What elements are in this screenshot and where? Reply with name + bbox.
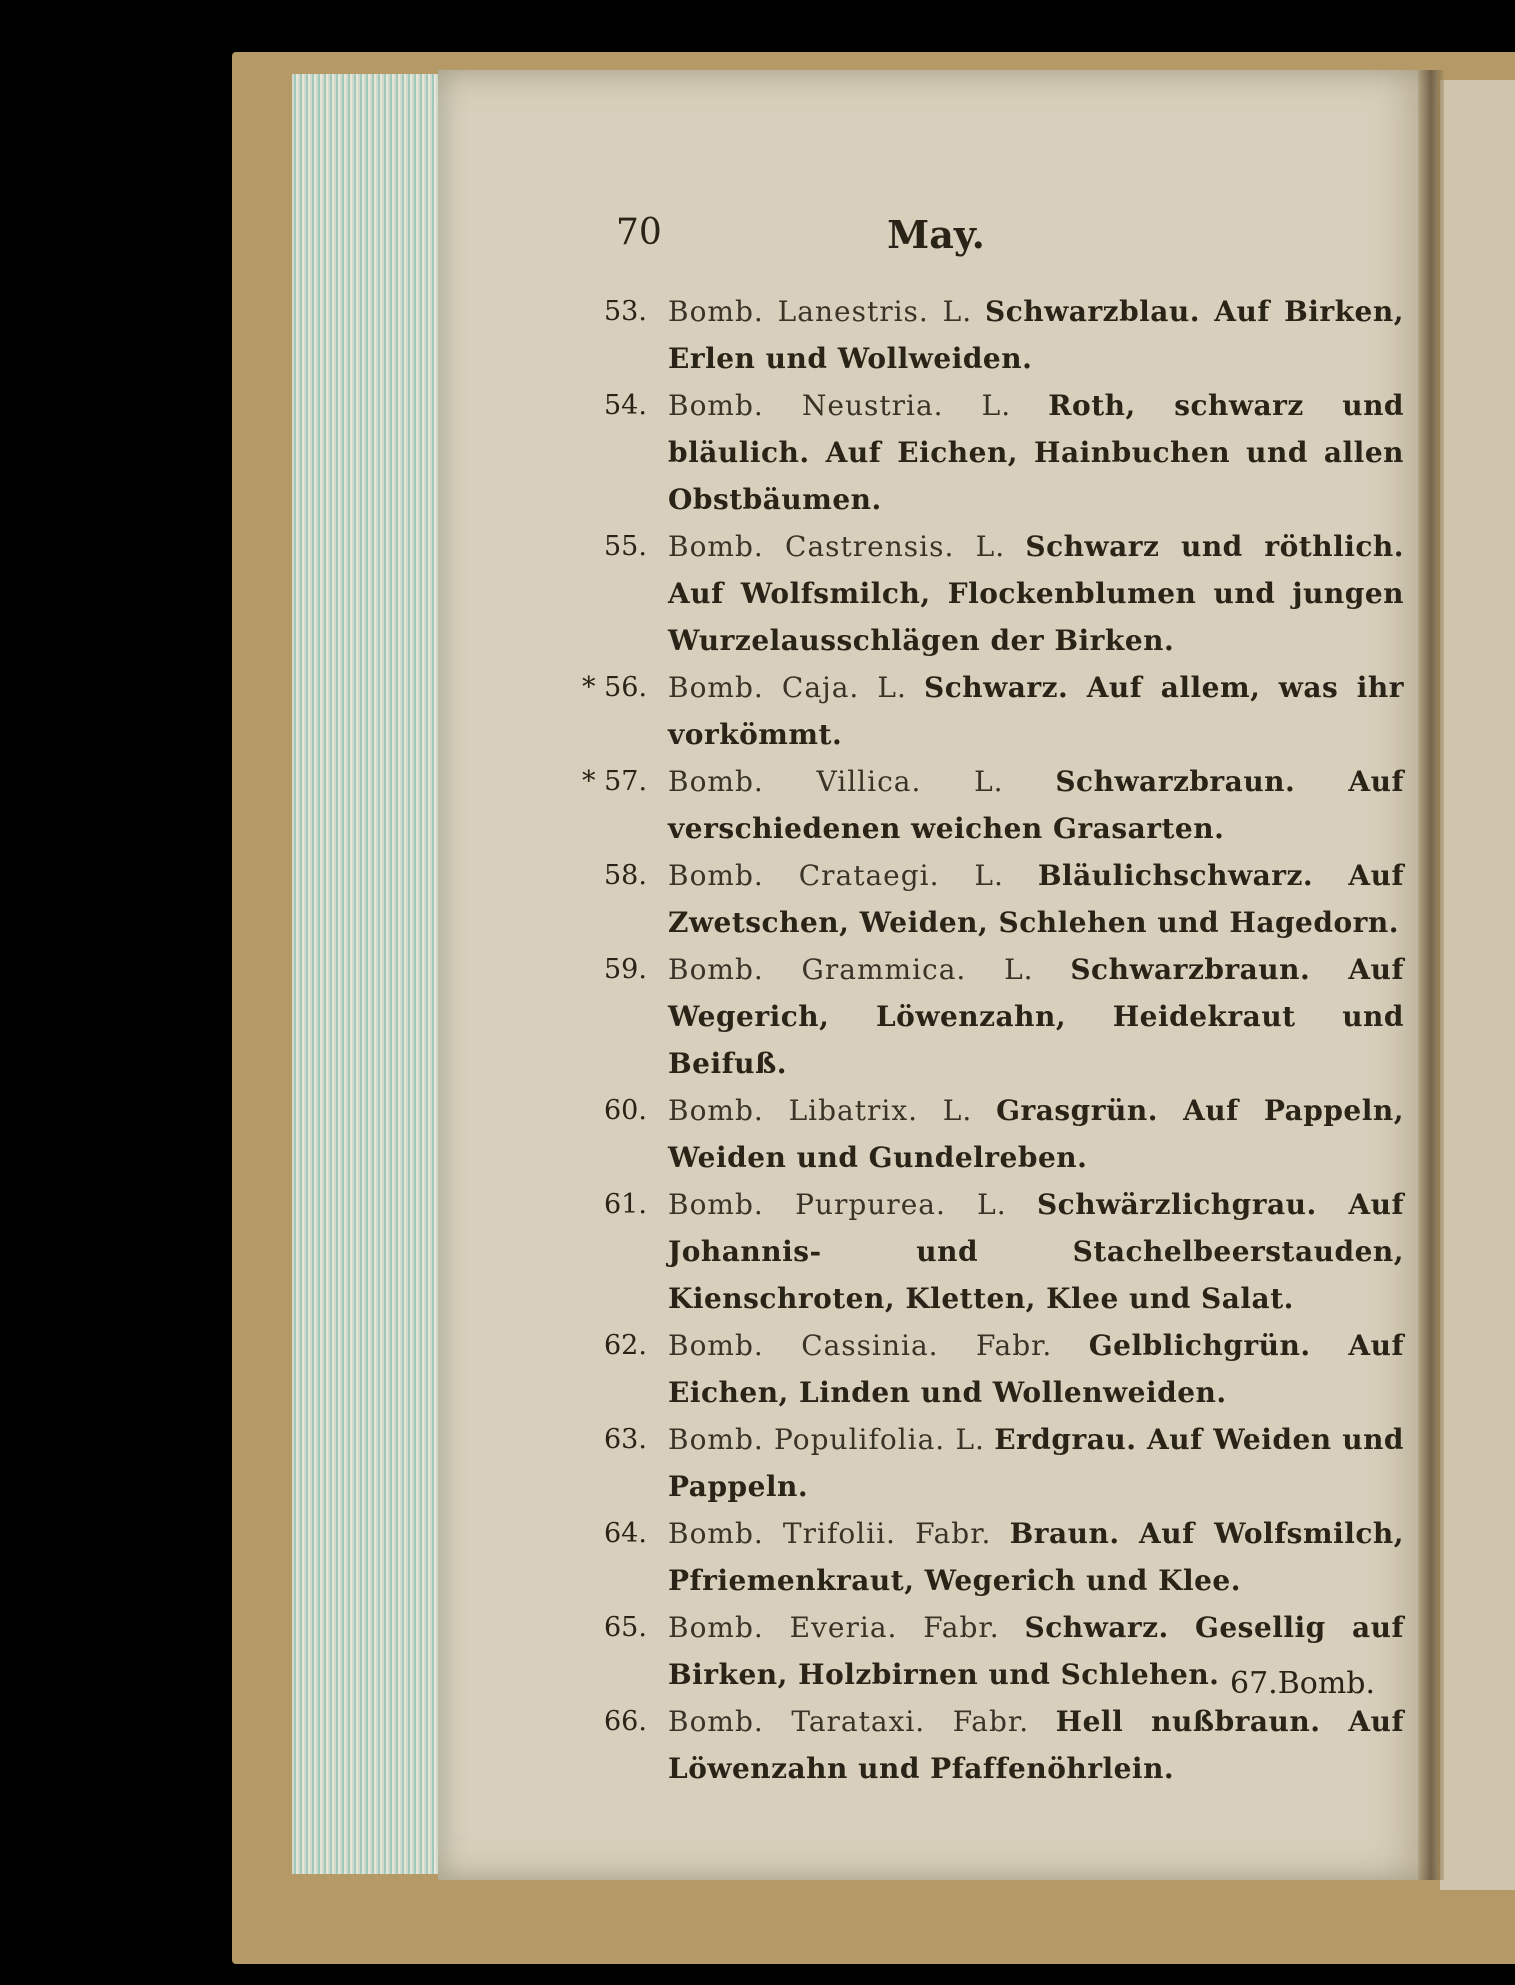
entry-description: Roth, schwarz und bläulich. Auf Eichen, Hainbuchen und allen Obstbäumen. <box>668 389 1405 516</box>
entry-number: 65. <box>604 1612 647 1643</box>
entry-description: Schwarz. Auf allem, was ihr vorkömmt. <box>668 671 1404 751</box>
entry-description: Schwarz. Gesellig auf Birken, Holzbirnen und Schlehen. <box>668 1611 1404 1691</box>
entry-number: * 57. <box>582 766 648 797</box>
list-item <box>604 1510 1404 1604</box>
catchword: 67.Bomb. <box>1230 1666 1376 1701</box>
entry-number: 61. <box>604 1189 647 1220</box>
list-item <box>604 1322 1404 1416</box>
entry-number: 62. <box>604 1330 647 1361</box>
entry-number: 63. <box>604 1424 647 1455</box>
entry-number: * 56. <box>582 672 648 703</box>
species-name: Bomb. Purpurea. L. <box>668 1188 1007 1221</box>
entry-description: Schwarz und röthlich. Auf Wolfsmilch, Flockenblumen und jungen Wurzelausschlägen der Birken. <box>668 530 1404 657</box>
list-item <box>604 1181 1404 1322</box>
entry-number: 54. <box>604 390 647 421</box>
species-name: Bomb. Populifolia. L. <box>668 1423 985 1456</box>
list-item <box>604 523 1404 664</box>
entry-number: 53. <box>604 296 647 327</box>
species-name: Bomb. Tarataxi. Fabr. <box>668 1705 1030 1738</box>
entry-description: Erdgrau. Auf Weiden und Pappeln. <box>668 1423 1405 1503</box>
species-name: Bomb. Everia. Fabr. <box>668 1611 1000 1644</box>
entry-description: Schwarzbraun. Auf Wegerich, Löwenzahn, Heidekraut und Beifuß. <box>668 953 1404 1080</box>
running-title: May. <box>887 212 985 257</box>
facing-page-edge <box>1440 80 1515 1890</box>
entry-description: Bläulichschwarz. Auf Zwetschen, Weiden, Schlehen und Hagedorn. <box>668 859 1404 939</box>
entry-description: Schwarzbraun. Auf verschiedenen weichen Grasarten. <box>668 765 1404 845</box>
species-name: Bomb. Lanestris. L. <box>668 295 973 328</box>
species-name: Bomb. Trifolii. Fabr. <box>668 1517 992 1550</box>
entry-number: 64. <box>604 1518 647 1549</box>
entry-description: Gelblichgrün. Auf Eichen, Linden und Wollenweiden. <box>668 1329 1404 1409</box>
page-edges <box>292 74 442 1874</box>
list-item <box>604 1416 1404 1510</box>
page-header <box>616 212 1116 262</box>
list-item <box>582 664 1404 758</box>
list-item <box>604 382 1404 523</box>
entry-description: Braun. Auf Wolfsmilch, Pfriemenkraut, Wegerich und Klee. <box>668 1517 1405 1597</box>
species-name: Bomb. Caja. L. <box>668 671 907 704</box>
species-name: Bomb. Libatrix. L. <box>668 1094 973 1127</box>
species-list <box>582 288 1405 1792</box>
entry-number: 59. <box>604 954 647 985</box>
list-item <box>604 1087 1404 1181</box>
list-item <box>604 1698 1404 1792</box>
entry-description: Schwarzblau. Auf Birken, Erlen und Wollweiden. <box>668 295 1404 375</box>
species-name: Bomb. Castrensis. L. <box>668 530 1006 563</box>
list-item <box>604 288 1404 382</box>
entry-number: 55. <box>604 531 647 562</box>
book-gutter <box>1418 70 1444 1880</box>
list-item <box>582 758 1404 852</box>
species-name: Bomb. Cassinia. Fabr. <box>668 1329 1053 1362</box>
page-number: 70 <box>616 212 662 253</box>
entry-description: Grasgrün. Auf Pappeln, Weiden und Gundelreben. <box>668 1094 1404 1174</box>
list-item <box>604 946 1404 1087</box>
entry-description: Hell nußbraun. Auf Löwenzahn und Pfaffenöhrlein. <box>668 1705 1405 1785</box>
species-name: Bomb. Grammica. L. <box>668 953 1034 986</box>
entry-number: 66. <box>604 1706 647 1737</box>
list-item <box>604 852 1404 946</box>
entry-number: 60. <box>604 1095 647 1126</box>
entry-number: 58. <box>604 860 647 891</box>
species-name: Bomb. Crataegi. L. <box>668 859 1004 892</box>
species-name: Bomb. Villica. L. <box>668 765 1004 798</box>
species-name: Bomb. Neustria. L. <box>668 389 1012 422</box>
entry-description: Schwärzlichgrau. Auf Johannis- und Stachelbeerstauden, Kienschroten, Kletten, Klee und Salat. <box>668 1188 1404 1315</box>
